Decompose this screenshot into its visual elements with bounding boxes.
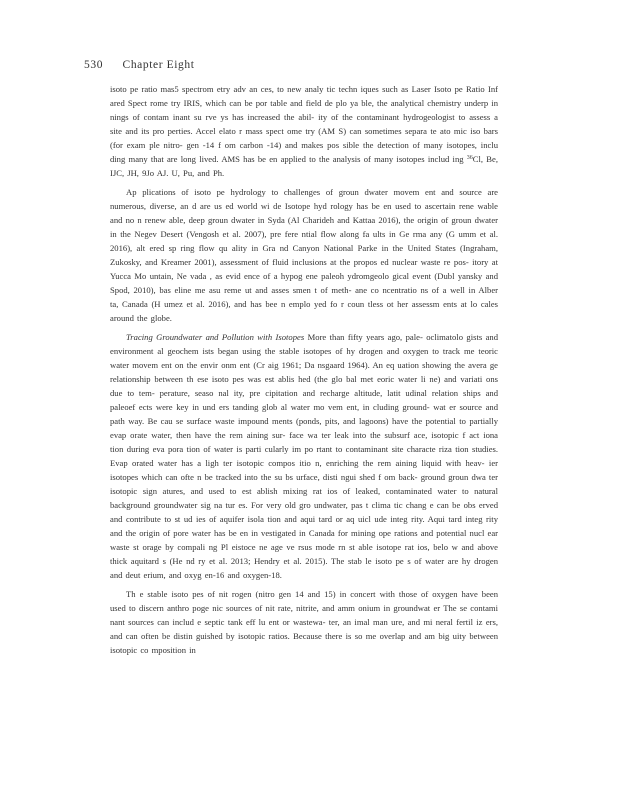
paragraph-tracing-text: More than fifty years ago, pale- oclimatolo gists and environment al geochem ists began using the stable isotopes of hy drogen and oxygen to track me teoric water movem ent on the envir onm ent (Cr aig 1961; Da nsgaard 1964). An eq uation showing the avera ge relationship between th ese isoto pes was est ablis hed (the glo bal met eoric water li ne) and variati ons due to tem- perature, seaso nal ity, pre cipitation and recharge altitude, latit udinal relation ships and paleoef ects were key in und ers tanding glob al water mo vem ent, in cluding ground- wat er source and path way. Be cau se surface waste impound ments (ponds, pits, and lagoons) have the potential to partially evap orate water, then have the rem aining sur- face wa ter leak into the subsurf ace, isotopic f act iona tion during eva pora tion of water is parti cularly im po rtant to contaminant site characte riza tion studies. Evap orated water has a ligh ter isotopic compos itio n, enriching the rem aining liquid with heav- ier isotopes which can ofte n be tracked into the su bs urface, disti ngui shed f om back- ground groun dwa ter isotopic sign atures, and used to est ablish mixing rat ios of leaked, contaminated water to natural background groundwater sig na tur es. For very old gro undwater, pas t clima tic chang e can be obs erved and contribute to st ud ies of aquifer isola tion and aqui tard or aq uicl ude integ rity. Aqui tard integ rity and the origin of pore water has be en in vestigated in Canada for mining ope rations and potential nucl ear waste st orage by compali ng Pl eistoce ne age ve rsus mode rn st able isotope rat ios, belo w and above thick aquitard s (He nd ry et al. 2013; Hendry et al. 2015). The stab le isoto pe s of water are hy drogen and deut erium, and oxyg en-16 and oxygen-18. <box>110 332 499 580</box>
paragraph-ams-text: isoto pe ratio mas5 spectrom etry adv an ces, to new analy tic techn iques such as Laser Isoto pe Ratio Inf ared Spect rome try IRIS, which can be por table and field de plo ya ble, the analytical chemistry underp in nings of contam inant su rve ys has increased the abil- ity of the contaminant hydrogeologist to assess a site and its pro perties. Accel elato r mass spect ome try (AM S) can sometimes separa te ato mic iso bars (for exam ple nitro- gen -14 f om carbon -14) and makes pos sible the detection of many isotopes, inclu ding many that are long lived. AMS has be en applied to the analysis of many isotopes includ ing <box>110 84 498 164</box>
paragraph-tracing <box>110 330 498 582</box>
paragraph-applications: Ap plications of isoto pe hydrology to challenges of groun dwater movem ent and source are numerous, diverse, an d are us ed world wi de Isotope hyd rology has be en used to ascertain rene wable and no n renew able, deep groun dwater in Syda (Al Charideh and Kattaa 2016), the origin of groun dwater in the Negev Desert (Vengosh et al. 2007), pre fere ntial flow along fa ults in Ge rma any (G umm et al. 2016), alt ered sp ring flow qu ality in Gra nd Canyon National Parke in the United States (Ingraham, Zukosky, and Kreamer 2001), assessment of fluid inclusions at the propos ed nuclear waste re pos- itory at Yucca Mo untain, Ne vada , as evid ence of a hypog ene paleoh ydromgeolo gical event (Dubl yansky and Spod, 2010), bas eline me asu reme ut and asses smen t of meth- ane co ncentratio ns of a well in Alber ta, Canada (H umez et al. 2016), and has bee n emplo yed fo r coun tless ot her assessm ents at lo cales around the globe. <box>110 187 498 323</box>
chapter-label: Chapter Eight <box>122 59 195 71</box>
section-heading: Tracing Groundwater and Pollution with Isotopes <box>126 332 305 342</box>
page-number: 530 <box>84 59 104 71</box>
isotope-superscript: 36 <box>466 155 473 161</box>
paragraph-nitrogen: Th e stable isoto pes of nit rogen (nitro gen 14 and 15) in concert with those of oxygen have been used to discern anthro poge nic sources of nit rate, nitrite, and amm onium in groundwat er The se contami nant sources can includ e septic tank eff lu ent or wastewa- ter, an imal man ure, and mi neral fertil iz ers, and can often be distin guished by isotopic ratios. Because there is so me overlap and am big uity between isotopic co mposition in <box>110 589 498 655</box>
paragraph-ams-isotopes: Cl, Be, IJC, JH, 9Jo AJ. U, Pu, and Ph. <box>110 154 498 178</box>
running-head <box>84 59 195 71</box>
paragraph-ams <box>110 82 498 180</box>
body-text <box>110 82 498 662</box>
